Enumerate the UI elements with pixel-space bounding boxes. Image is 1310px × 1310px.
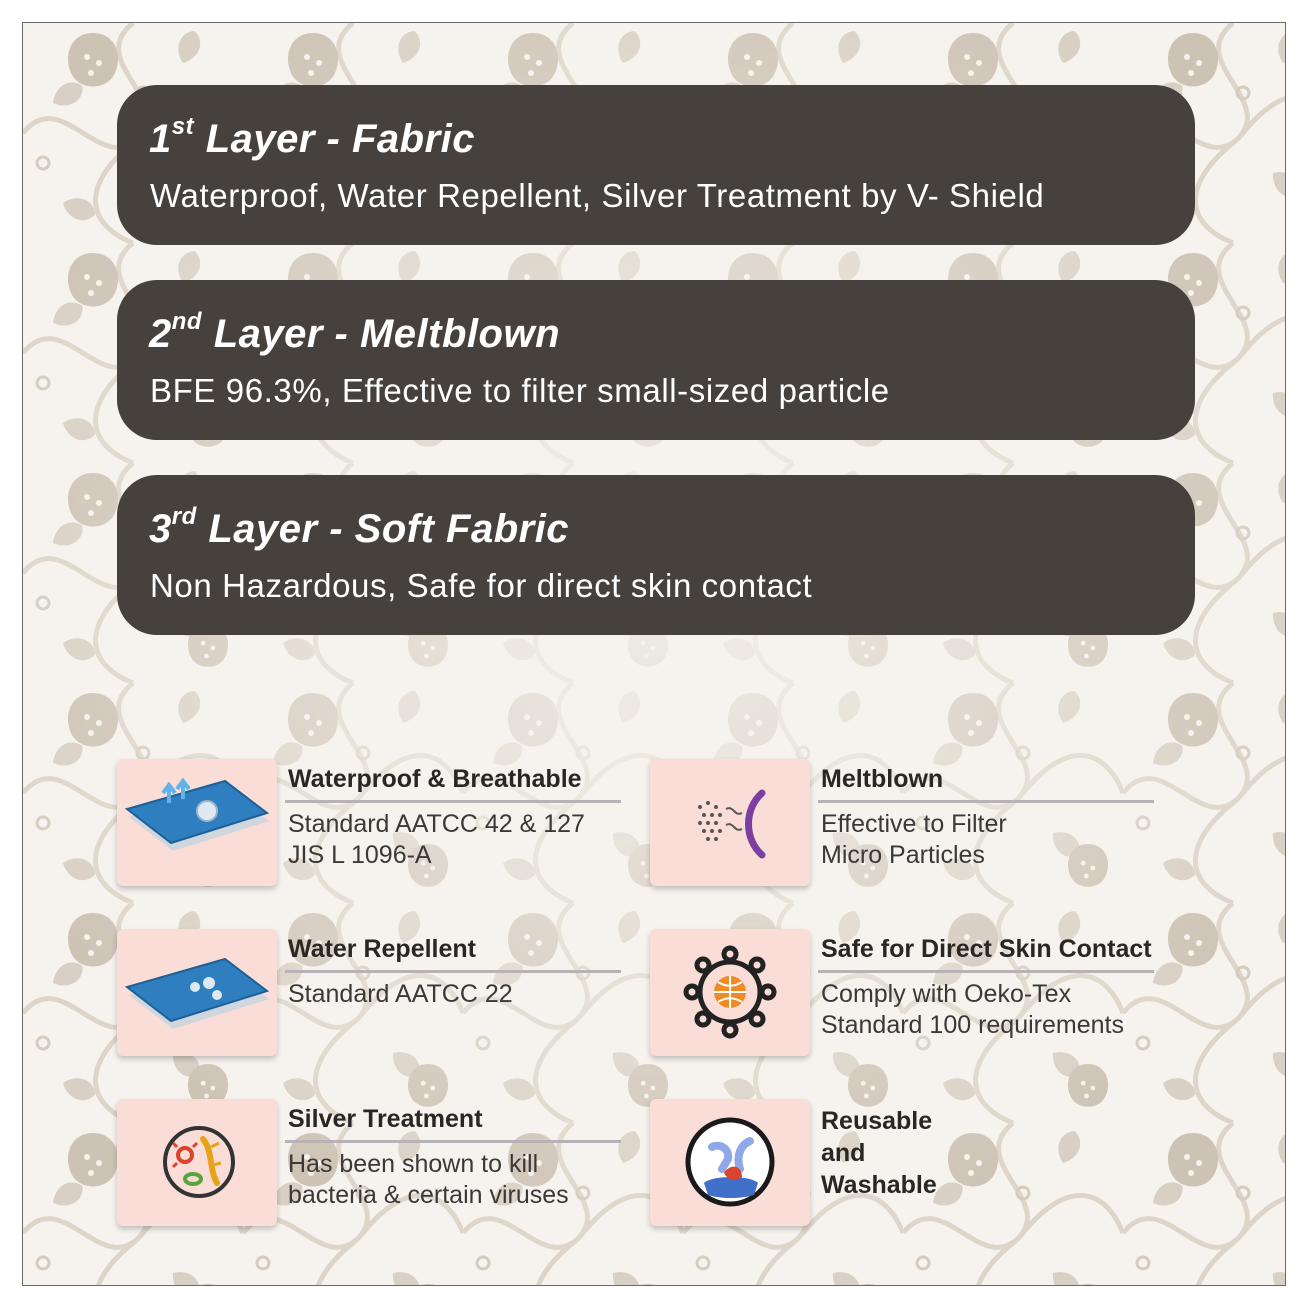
hand-washing-icon	[650, 1099, 810, 1226]
layer-card-1	[117, 85, 1195, 245]
feature-description: Effective to Filter Micro Particles	[821, 810, 1007, 869]
feature-title: Silver Treatment	[288, 1105, 483, 1133]
ordinal-suffix: st	[171, 113, 195, 140]
divider	[818, 800, 1154, 803]
water-droplets-fabric-icon	[117, 929, 277, 1056]
layer-description: Waterproof, Water Repellent, Silver Treatment by V- Shield	[150, 177, 1045, 214]
feature-description: Comply with Oeko-Tex Standard 100 requirements	[821, 980, 1124, 1039]
feature-title: Reusable and Washable	[821, 1107, 937, 1199]
layer-title: 3rd Layer - Soft Fabric	[149, 503, 570, 551]
feature-title: Safe for Direct Skin Contact	[821, 935, 1152, 963]
layer-description: Non Hazardous, Safe for direct skin contact	[150, 567, 813, 604]
layer-card-3	[117, 475, 1195, 635]
feature-description: Standard AATCC 22	[288, 980, 513, 1008]
particle-filter-icon	[650, 759, 810, 886]
waterproof-fabric-icon	[117, 759, 277, 886]
layer-title: 1st Layer - Fabric	[149, 113, 476, 161]
ordinal-suffix: rd	[171, 503, 197, 530]
divider	[285, 800, 621, 803]
infographic-frame	[22, 22, 1286, 1286]
divider	[818, 970, 1154, 973]
feature-title: Meltblown	[821, 765, 944, 793]
feature-description: Has been shown to kill bacteria & certain viruses	[288, 1150, 569, 1209]
feature-title: Waterproof & Breathable	[288, 765, 582, 793]
feature-description: Standard AATCC 42 & 127 JIS L 1096-A	[288, 810, 585, 869]
layer-card-2	[117, 280, 1195, 440]
feature-title: Water Repellent	[288, 935, 477, 963]
layer-description: BFE 96.3%, Effective to filter small-sized particle	[150, 372, 890, 409]
bacteria-icon	[117, 1099, 277, 1226]
ordinal-suffix: nd	[171, 308, 203, 335]
divider	[285, 1140, 621, 1143]
divider	[285, 970, 621, 973]
virus-shield-icon	[650, 929, 810, 1056]
layer-title: 2nd Layer - Meltblown	[149, 308, 561, 356]
